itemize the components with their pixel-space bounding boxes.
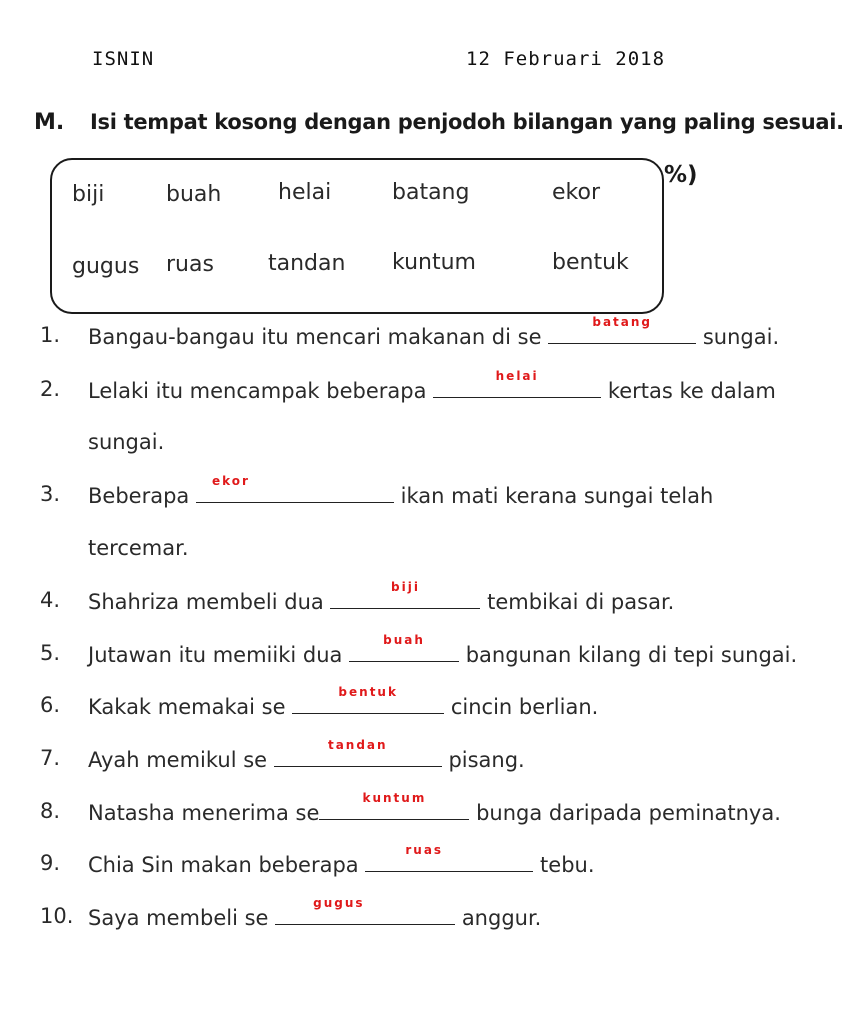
question-text-before: Ayah memikul se xyxy=(88,748,274,772)
question-number: 9. xyxy=(40,851,61,875)
question-line xyxy=(88,315,780,349)
question-line xyxy=(88,738,525,772)
question-number: 10. xyxy=(40,904,74,928)
question-text-after: kertas ke dalam xyxy=(601,379,776,403)
question-number: 7. xyxy=(40,746,61,770)
word-bank-item: bentuk xyxy=(552,250,629,275)
date-label: 12 Februari 2018 xyxy=(466,48,666,70)
word-bank-item: ruas xyxy=(166,252,214,277)
question-text-after: tebu. xyxy=(533,853,595,877)
question-text-after: cincin berlian. xyxy=(444,695,599,719)
question-line xyxy=(88,633,798,667)
question-number: 4. xyxy=(40,588,61,612)
question-text-before: Natasha menerima se xyxy=(88,801,320,825)
word-bank-item: kuntum xyxy=(392,250,476,275)
question-continuation: tercemar. xyxy=(88,536,189,560)
answer-blank[interactable] xyxy=(319,791,469,820)
question-line xyxy=(88,369,776,403)
question-text-after: sungai. xyxy=(696,325,780,349)
question-line xyxy=(88,685,599,719)
answer-text: tandan xyxy=(327,738,388,752)
question-text-before: Chia Sin makan beberapa xyxy=(88,853,366,877)
question-line xyxy=(88,843,595,877)
question-number: 8. xyxy=(40,799,61,823)
section-label: M. xyxy=(34,110,65,135)
answer-text: buah xyxy=(383,633,425,647)
answer-text: helai xyxy=(495,369,539,383)
question-number: 6. xyxy=(40,693,61,717)
word-bank-item: helai xyxy=(278,180,332,205)
answer-blank[interactable] xyxy=(349,633,459,662)
word-bank-item: ekor xyxy=(552,180,600,205)
question-text-after: bunga daripada peminatnya. xyxy=(469,801,781,825)
question-line xyxy=(88,791,781,825)
word-bank-item: buah xyxy=(166,182,222,207)
answer-text: ekor xyxy=(211,474,250,488)
word-bank-item: batang xyxy=(392,180,470,205)
question-number: 3. xyxy=(40,482,61,506)
question-text-after: bangunan kilang di tepi sungai. xyxy=(459,643,798,667)
answer-text: bentuk xyxy=(338,685,398,699)
answer-blank[interactable] xyxy=(433,369,601,398)
question-text-after: tembikai di pasar. xyxy=(480,590,675,614)
question-text-before: Bangau-bangau itu mencari makanan di se xyxy=(88,325,549,349)
instruction-text: Isi tempat kosong dengan penjodoh bilangan yang paling sesuai. xyxy=(90,110,844,134)
answer-text: ruas xyxy=(405,843,444,857)
question-number: 2. xyxy=(40,377,61,401)
answer-text: gugus xyxy=(313,896,365,910)
question-line xyxy=(88,896,542,930)
question-text-after: anggur. xyxy=(455,906,542,930)
word-bank-item: gugus xyxy=(72,254,140,279)
answer-blank[interactable] xyxy=(330,580,480,609)
answer-text: biji xyxy=(391,580,420,594)
answer-blank[interactable] xyxy=(275,896,455,925)
question-line xyxy=(88,580,675,614)
score-fragment: %) xyxy=(664,162,698,188)
question-number: 5. xyxy=(40,641,61,665)
word-bank-item: tandan xyxy=(268,251,346,276)
answer-blank[interactable] xyxy=(292,685,444,714)
question-text-before: Beberapa xyxy=(88,484,196,508)
question-text-before: Lelaki itu mencampak beberapa xyxy=(88,379,434,403)
day-label: ISNIN xyxy=(92,48,155,70)
answer-blank[interactable] xyxy=(196,474,394,503)
answer-text: kuntum xyxy=(362,791,427,805)
question-number: 1. xyxy=(40,323,61,347)
question-text-before: Jutawan itu memiiki dua xyxy=(88,643,350,667)
answer-text: batang xyxy=(592,315,653,329)
word-bank-item: biji xyxy=(72,182,105,207)
question-text-after: pisang. xyxy=(441,748,525,772)
question-text-before: Shahriza membeli dua xyxy=(88,590,331,614)
answer-blank[interactable] xyxy=(548,315,696,344)
answer-blank[interactable] xyxy=(274,738,442,767)
question-continuation: sungai. xyxy=(88,430,165,454)
answer-blank[interactable] xyxy=(365,843,533,872)
question-text-before: Kakak memakai se xyxy=(88,695,293,719)
question-text-after: ikan mati kerana sungai telah xyxy=(393,484,714,508)
question-line xyxy=(88,474,714,508)
question-text-before: Saya membeli se xyxy=(88,906,276,930)
